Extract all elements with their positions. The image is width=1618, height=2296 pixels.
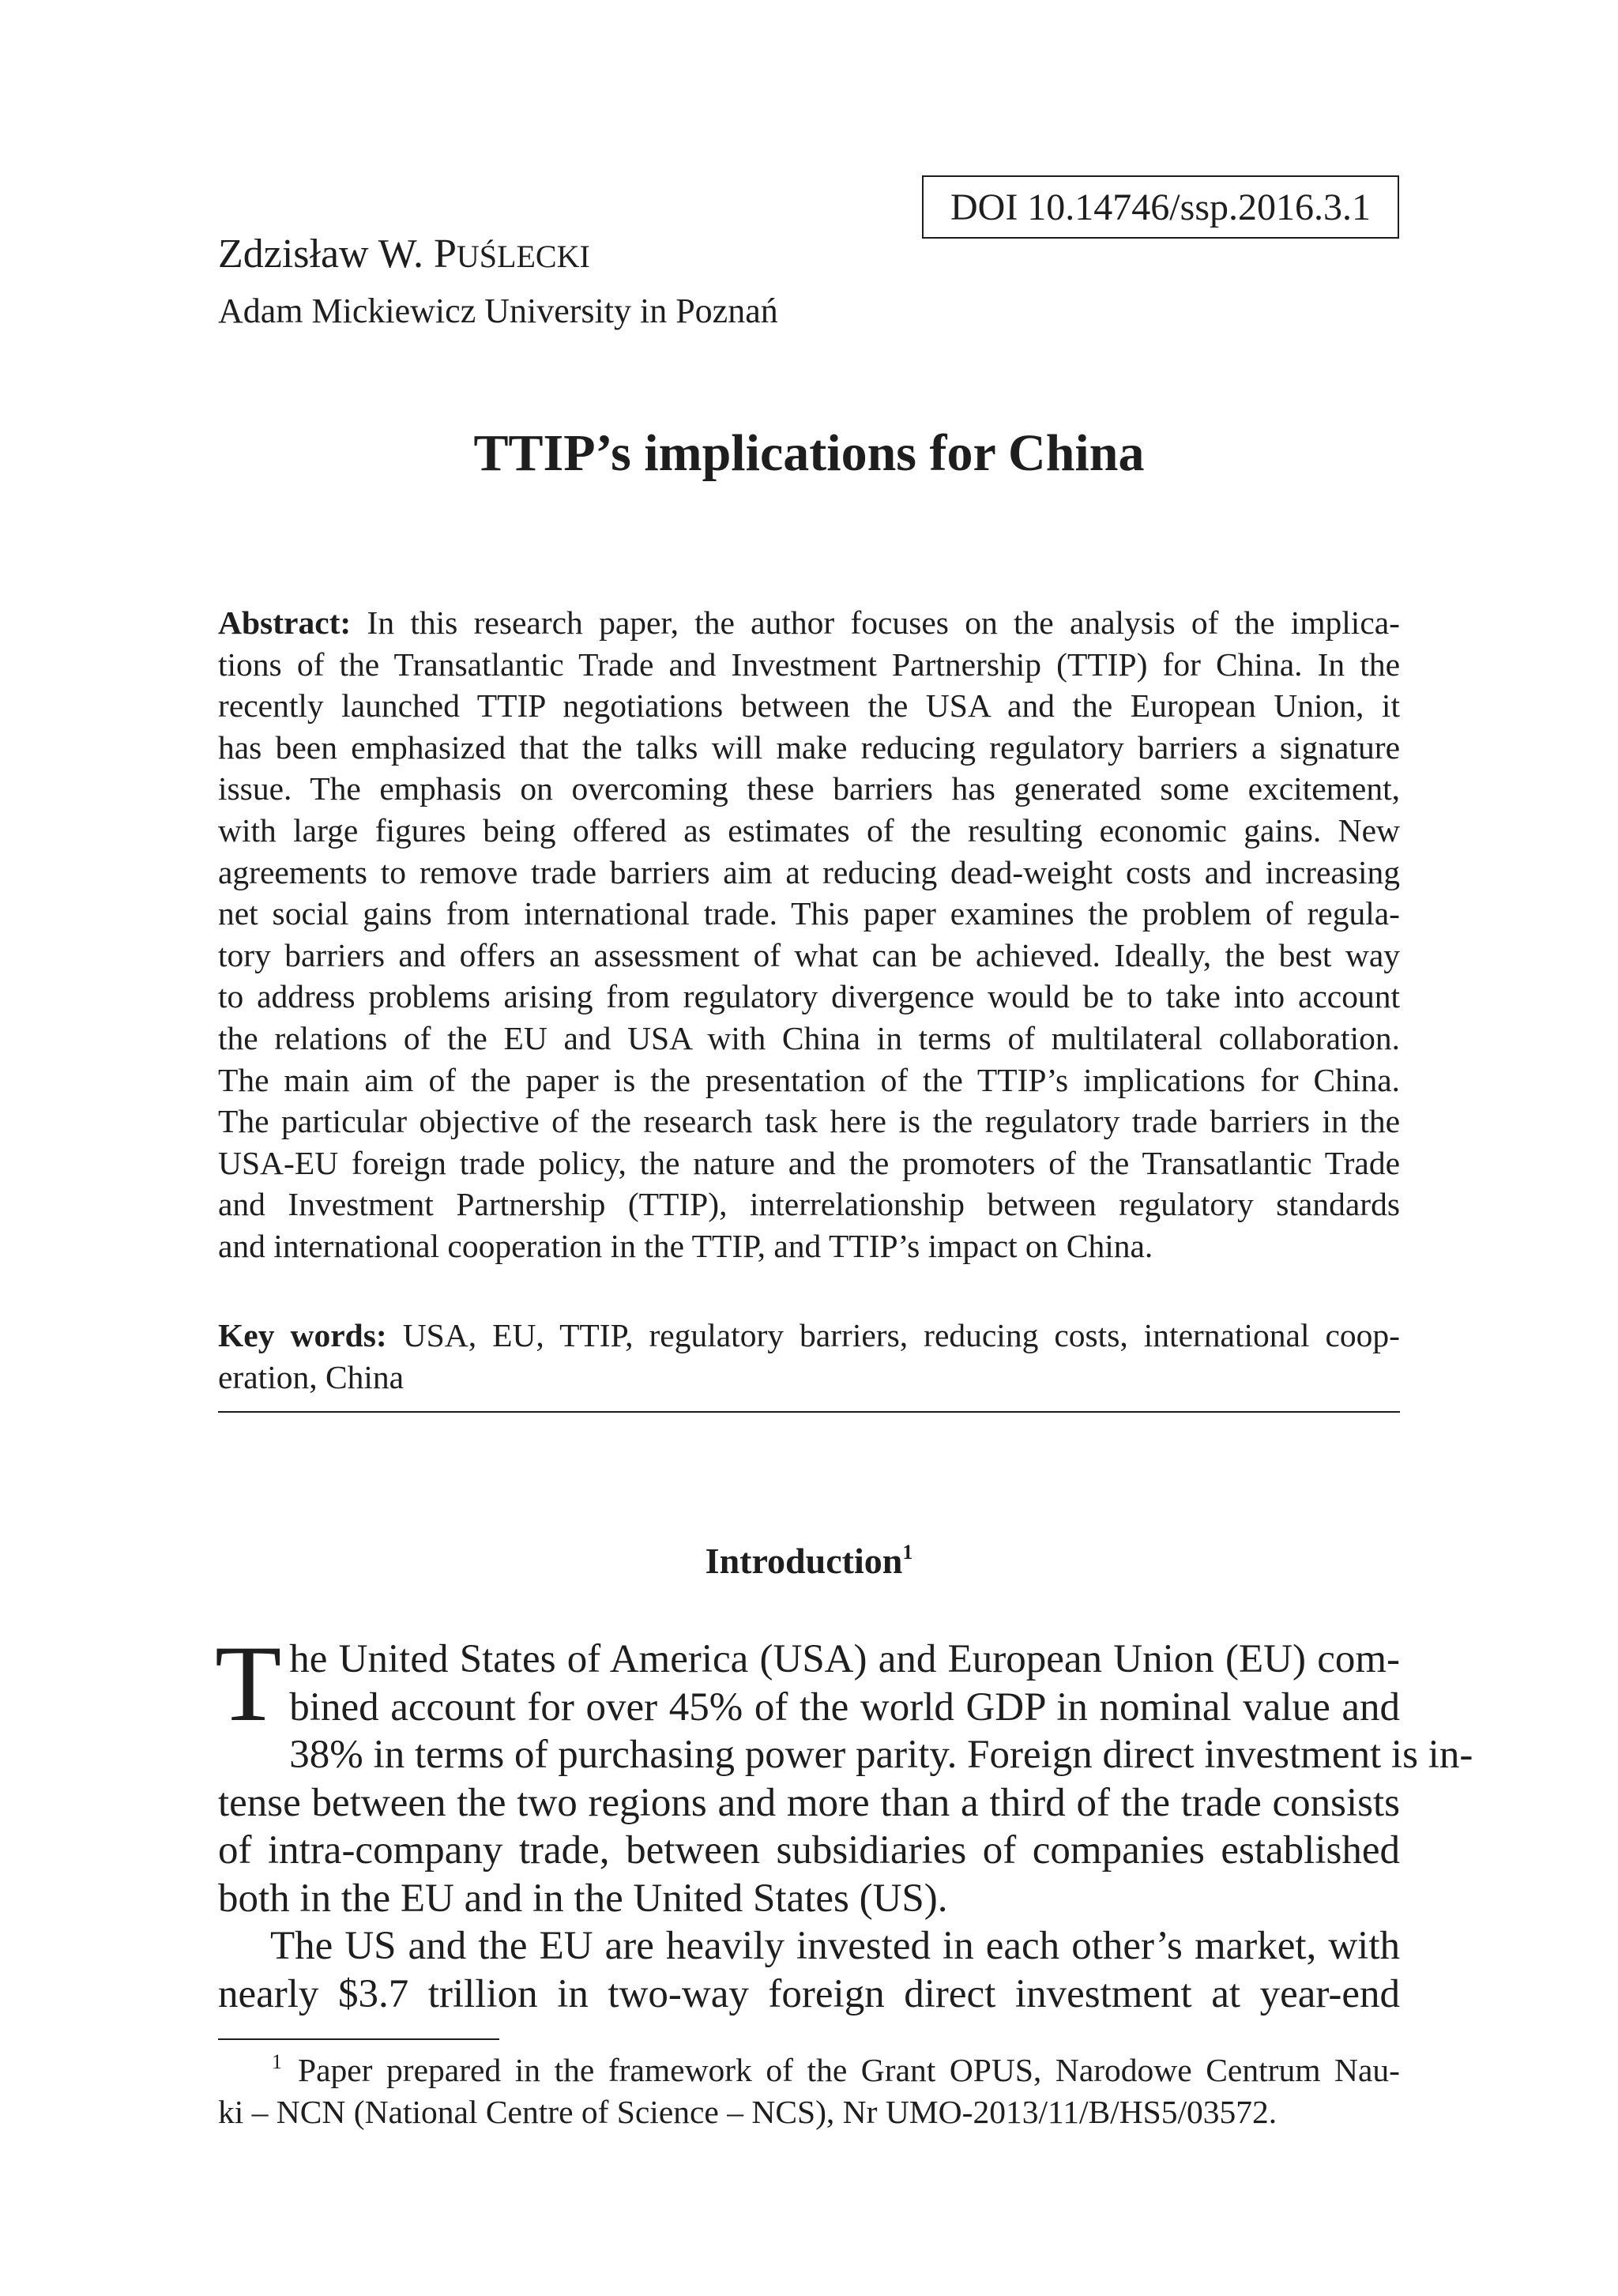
body-line: 38% in terms of purchasing power parity. Foreign direct investment is in-	[289, 1733, 1473, 1777]
body-line: he United States of America (USA) and European Union (EU) com-	[289, 1637, 1400, 1681]
abstract-line	[218, 602, 1400, 644]
keywords-label: Key words:	[218, 1317, 387, 1353]
body-line: The US and the EU are heavily invested in each other’s market, with	[270, 1924, 1400, 1968]
footnote-line-text: Paper prepared in the framework of the Grant OPUS, Narodowe Centrum Nau-	[298, 2052, 1400, 2088]
abstract-line: tory barriers and offers an assessment of what can be achieved. Ideally, the best way	[218, 936, 1400, 973]
footnote-line: ki – NCN (National Centre of Science – NCS), Nr UMO-2013/11/B/HS5/03572.	[218, 2093, 1277, 2130]
abstract-line: issue. The emphasis on overcoming these barriers has generated some excitement,	[218, 770, 1400, 807]
introduction-heading-text: Introduction	[705, 1541, 903, 1581]
keywords-line-text: USA, EU, TTIP, regulatory barriers, reducing costs, international coop-	[386, 1317, 1400, 1353]
paper-title: TTIP’s implications for China	[473, 424, 1145, 482]
footnote-reference: 1	[902, 1541, 913, 1564]
footnote-mark: 1	[272, 2050, 282, 2073]
body-line: of intra-company trade, between subsidiaries of companies established	[218, 1828, 1400, 1873]
abstract-line: agreements to remove trade barriers aim at reducing dead-weight costs and increasing	[218, 853, 1400, 890]
abstract-label: Abstract:	[218, 604, 352, 641]
section-divider	[218, 1411, 1400, 1413]
abstract-line: has been emphasized that the talks will make reducing regulatory barriers a signature	[218, 728, 1400, 766]
body-line: nearly $3.7 trillion in two-way foreign direct investment at year-end	[218, 1971, 1400, 2016]
doi-box	[922, 175, 1399, 239]
abstract	[218, 602, 1400, 1267]
author-given-name: Zdzisław W.	[218, 231, 434, 277]
abstract-line: recently launched TTIP negotiations between the USA and the European Union, it	[218, 687, 1400, 725]
drop-cap: T	[215, 1623, 282, 1744]
keywords-line	[218, 1315, 1400, 1357]
doi-text: DOI 10.14746/ssp.2016.3.1	[950, 186, 1371, 228]
abstract-line: tions of the Transatlantic Trade and Investment Partnership (TTIP) for China. In the	[218, 646, 1400, 683]
author-affiliation: Adam Mickiewicz University in Poznań	[218, 292, 778, 330]
footnote	[218, 2049, 1400, 2132]
abstract-line: the relations of the EU and USA with China in terms of multilateral collaboration.	[218, 1019, 1400, 1056]
footnote-separator	[218, 2038, 499, 2040]
author-name	[218, 229, 590, 282]
abstract-line: USA-EU foreign trade policy, the nature and the promoters of the Transatlantic Trade	[218, 1144, 1400, 1181]
abstract-line: The main aim of the paper is the presentation of the TTIP’s implications for China.	[218, 1061, 1400, 1098]
author-surname-initial: P	[433, 231, 457, 277]
body-line: tense between the two regions and more than a third of the trade consists	[218, 1780, 1400, 1825]
abstract-line-text: In this research paper, the author focuses on the analysis of the implica-	[351, 604, 1400, 641]
introduction-heading	[218, 1538, 1400, 1585]
abstract-line: and international cooperation in the TTIP, and TTIP’s impact on China.	[218, 1227, 1153, 1264]
abstract-line: with large figures being offered as estimates of the resulting economic gains. New	[218, 811, 1400, 849]
keywords-line: eration, China	[218, 1358, 404, 1395]
abstract-line: net social gains from international trade. This paper examines the problem of regula-	[218, 895, 1400, 932]
abstract-line: The particular objective of the research task here is the regulatory trade barriers in the	[218, 1103, 1400, 1140]
keywords	[218, 1315, 1400, 1398]
body-line: both in the EU and in the United States (US).	[218, 1876, 948, 1921]
introduction-body	[215, 1623, 1473, 2018]
body-line: bined account for over 45% of the world GDP in nominal value and	[289, 1684, 1400, 1730]
abstract-line: and Investment Partnership (TTIP), interrelationship between regulatory standards	[218, 1186, 1400, 1223]
footnote-line	[218, 2049, 1400, 2091]
author-surname-rest: UŚLECKI	[456, 239, 590, 274]
abstract-line: to address problems arising from regulatory divergence would be to take into account	[218, 978, 1400, 1015]
